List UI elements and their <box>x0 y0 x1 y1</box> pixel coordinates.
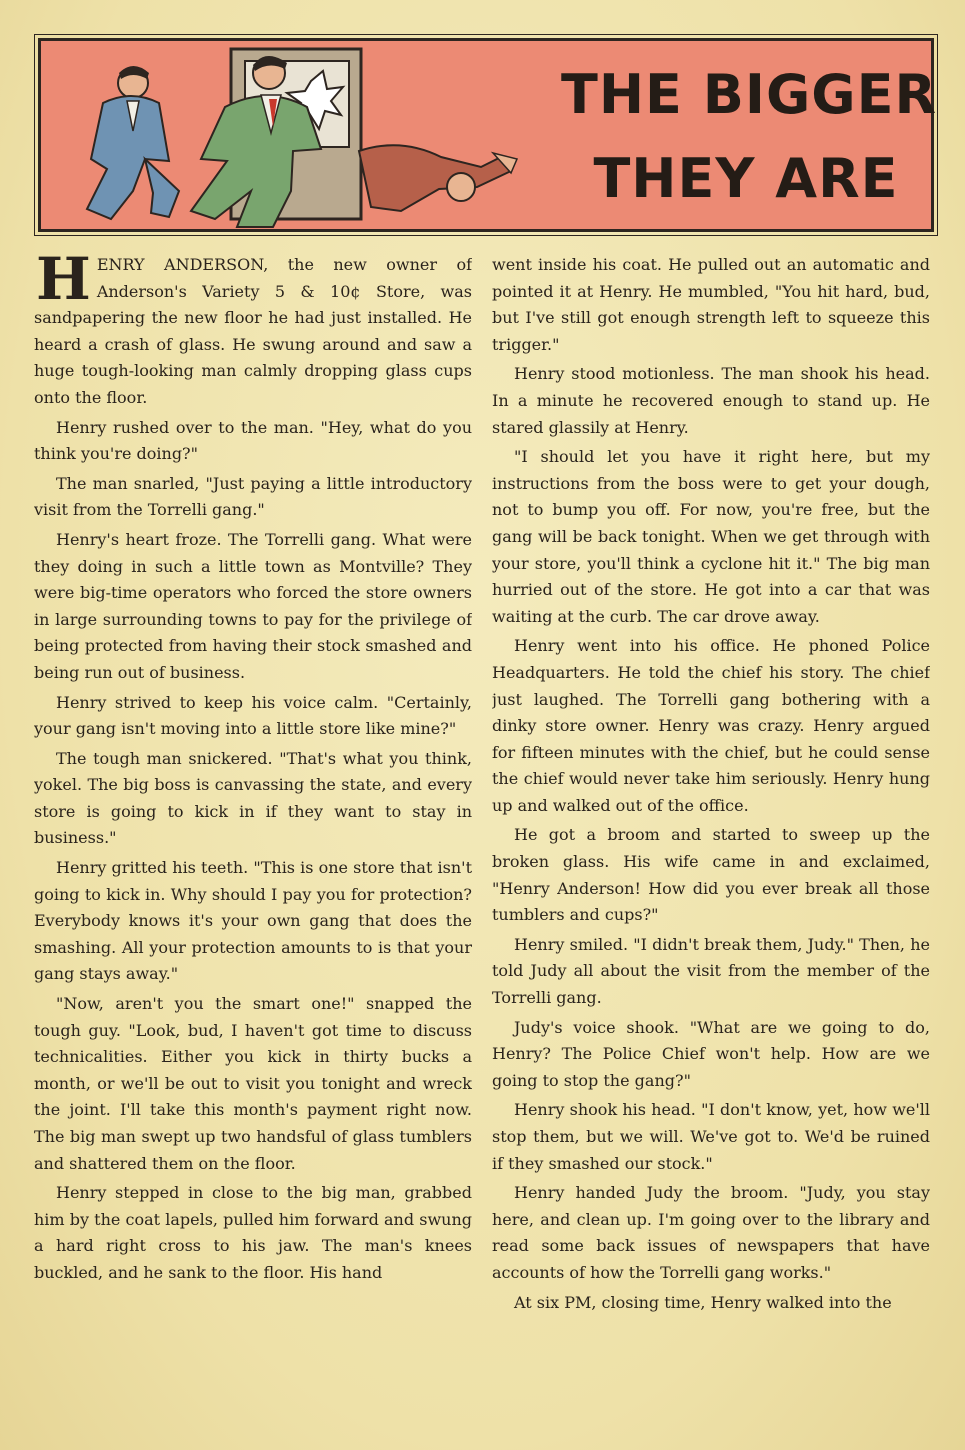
story-paragraph: Judy's voice shook. "What are we going to do, Henry? The Police Chief won't help. How are we going to stop the gang?" <box>492 1017 930 1090</box>
story-paragraph: Henry handed Judy the broom. "Judy, you stay here, and clean up. I'm going over to the library and read some back issues of newspapers that have accounts of how the Torrelli gang works." <box>492 1183 930 1282</box>
story-paragraph: "I should let you have it right here, but my instructions from the boss were to get your dough, not to bump you off. For now, you're free, but the gang will be back tonight. When we get through with your store, you'll think a cyclone hit it." The big man hurried out of the store. He got into a car that was waiting at the curb. The car drove away. <box>492 447 930 626</box>
story-paragraph: The tough man snickered. "That's what you think, yokel. The big boss is canvassing the state, and every store is going to kick in if they want to stay in business." <box>34 748 472 848</box>
brawl-illustration <box>41 41 561 229</box>
story-paragraph <box>34 252 472 412</box>
story-paragraph: He got a broom and started to sweep up the broken glass. His wife came in and exclaimed, "Henry Anderson! How did you ever break all those tumblers and cups?" <box>492 825 930 925</box>
story-column-right <box>492 252 930 1362</box>
drop-cap: H <box>36 252 91 313</box>
story-paragraph: Henry's heart froze. The Torrelli gang. What were they doing in such a little town as Montville? They were big-time operators who forced the store owners in large surrounding towns to pay for the privilege of being protected from having their stock smashed and being run out of business. <box>34 529 472 682</box>
title-line-1: THE BIGGER <box>561 63 938 126</box>
story-paragraph: "Now, aren't you the smart one!" snapped the tough guy. "Look, bud, I haven't got time to discuss technicalities. Either you kick in thirty bucks a month, or we'll be out to visit you tonight and wreck the joint. I'll take this month's payment right now. The big man swept up two handsful of glass tumblers and shattered them on the floor. <box>34 994 472 1173</box>
story-paragraph: Henry gritted his teeth. "This is one store that isn't going to kick in. Why should I pay you for protection? Everybody knows it's your own gang that does the smashing. All your protection amounts to is that your gang stays away." <box>34 858 472 984</box>
story-paragraph: Henry rushed over to the man. "Hey, what do you think you're doing?" <box>34 417 472 464</box>
story-paragraph: The man snarled, "Just paying a little introductory visit from the Torrelli gang." <box>34 473 472 520</box>
story-paragraph: At six PM, closing time, Henry walked into the <box>514 1292 892 1312</box>
story-paragraph: Henry went into his office. He phoned Police Headquarters. He told the chief his story. The chief just laughed. The Torrelli gang bothering with a dinky store owner. Henry was crazy. Henry argued for fifteen minutes with the chief, but he could sense the chief would never take him seriously. Henry hung up and walked out of the office. <box>492 636 930 815</box>
paragraph-text: ENRY ANDERSON, the new owner of Anderson's Variety 5 & 10¢ Store, was sandpapering the new floor he had just installed. He heard a crash of glass. He swung around and saw a huge tough-looking man calmly dropping glass cups onto the floor. <box>34 255 472 407</box>
story-paragraph: Henry smiled. "I didn't break them, Judy." Then, he told Judy all about the visit from the member of the Torrelli gang. <box>492 934 930 1008</box>
story-column-left <box>34 252 472 1362</box>
story-title <box>561 53 938 223</box>
story-paragraph: Henry strived to keep his voice calm. "Certainly, your gang isn't moving into a little store like mine?" <box>34 692 472 739</box>
title-line-2: THEY ARE <box>593 147 899 210</box>
story-paragraph: Henry stood motionless. The man shook his head. In a minute he recovered enough to stand up. He stared glassily at Henry. <box>492 364 930 437</box>
story-paragraph: Henry stepped in close to the big man, grabbed him by the coat lapels, pulled him forward and swung a hard right cross to his jaw. The man's knees buckled, and he sank to the floor. His hand <box>34 1183 472 1282</box>
title-banner <box>38 38 938 232</box>
story-paragraph: went inside his coat. He pulled out an automatic and pointed it at Henry. He mumbled, "You hit hard, bud, but I've still got enough strength left to squeeze this trigger." <box>492 255 930 354</box>
story-paragraph: Henry shook his head. "I don't know, yet, how we'll stop them, but we will. We've got to. We'd be ruined if they smashed our stock." <box>492 1100 930 1173</box>
